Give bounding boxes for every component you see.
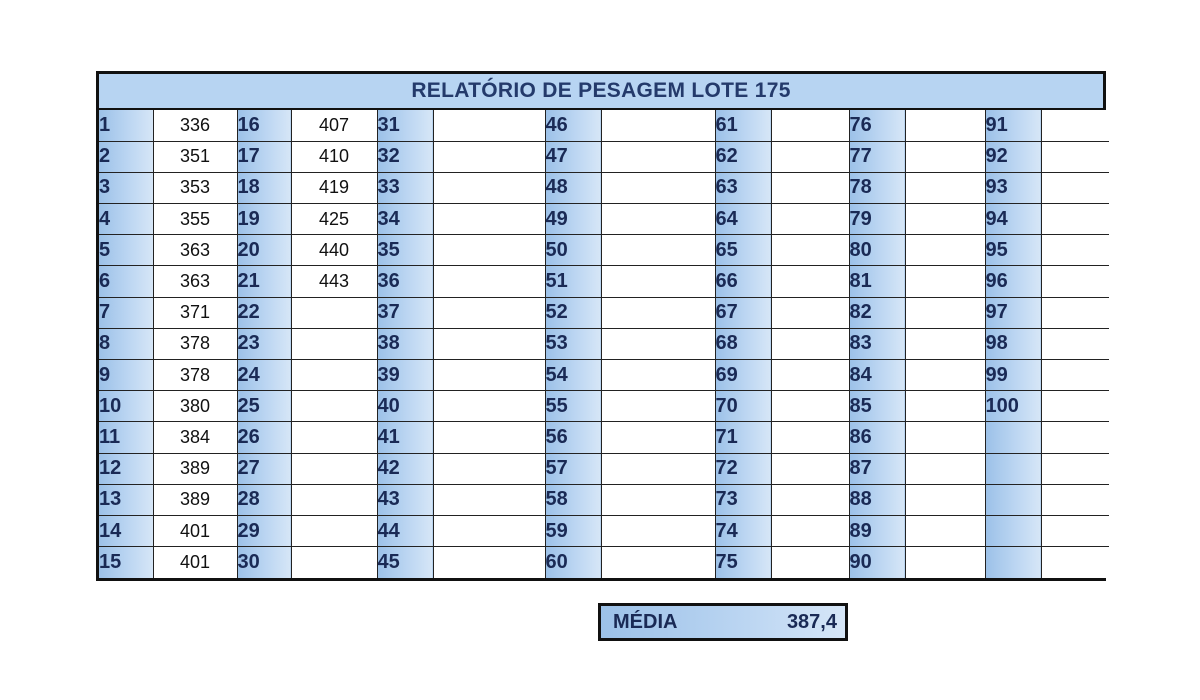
weight-cell: [771, 484, 849, 515]
weight-cell: [771, 297, 849, 328]
weight-cell: [1041, 391, 1109, 422]
table-row: [99, 360, 1109, 391]
weight-cell: [905, 484, 985, 515]
table-row: [99, 328, 1109, 359]
weight-cell: [291, 547, 377, 578]
weight-cell: [905, 422, 985, 453]
animal-number-cell: 95: [985, 235, 1041, 266]
animal-number-cell: [985, 484, 1041, 515]
animal-number-cell: 86: [849, 422, 905, 453]
weight-cell: 355: [153, 204, 237, 235]
animal-number-cell: 71: [715, 422, 771, 453]
weight-cell: [1041, 328, 1109, 359]
animal-number-cell: 12: [99, 453, 153, 484]
animal-number-cell: 17: [237, 141, 291, 172]
weight-cell: [1041, 422, 1109, 453]
animal-number-cell: 70: [715, 391, 771, 422]
weight-cell: [905, 515, 985, 546]
animal-number-cell: 18: [237, 172, 291, 203]
weight-cell: 407: [291, 110, 377, 141]
weight-cell: [291, 453, 377, 484]
weight-cell: [905, 297, 985, 328]
weight-cell: [905, 453, 985, 484]
weight-cell: [905, 204, 985, 235]
weight-cell: [433, 515, 545, 546]
weight-cell: 401: [153, 547, 237, 578]
weight-cell: [905, 391, 985, 422]
weight-cell: [433, 547, 545, 578]
weight-cell: [433, 172, 545, 203]
animal-number-cell: 31: [377, 110, 433, 141]
weight-cell: [1041, 515, 1109, 546]
animal-number-cell: 37: [377, 297, 433, 328]
animal-number-cell: 61: [715, 110, 771, 141]
animal-number-cell: 51: [545, 266, 601, 297]
animal-number-cell: 89: [849, 515, 905, 546]
animal-number-cell: 80: [849, 235, 905, 266]
animal-number-cell: 24: [237, 360, 291, 391]
table-row: [99, 391, 1109, 422]
weight-cell: [291, 515, 377, 546]
animal-number-cell: 54: [545, 360, 601, 391]
weight-cell: [601, 204, 715, 235]
animal-number-cell: 56: [545, 422, 601, 453]
weight-cell: [905, 141, 985, 172]
animal-number-cell: 33: [377, 172, 433, 203]
weight-cell: [291, 391, 377, 422]
table-row: [99, 515, 1109, 546]
animal-number-cell: 40: [377, 391, 433, 422]
animal-number-cell: 57: [545, 453, 601, 484]
animal-number-cell: 34: [377, 204, 433, 235]
weighing-table: [99, 110, 1109, 578]
animal-number-cell: 35: [377, 235, 433, 266]
animal-number-cell: 32: [377, 141, 433, 172]
animal-number-cell: 5: [99, 235, 153, 266]
weight-cell: [905, 360, 985, 391]
animal-number-cell: 38: [377, 328, 433, 359]
average-box: [598, 603, 848, 641]
animal-number-cell: 100: [985, 391, 1041, 422]
weight-cell: [771, 328, 849, 359]
weight-cell: [1041, 172, 1109, 203]
weight-cell: [905, 110, 985, 141]
animal-number-cell: 75: [715, 547, 771, 578]
weight-cell: [771, 515, 849, 546]
animal-number-cell: 96: [985, 266, 1041, 297]
weight-cell: [433, 204, 545, 235]
animal-number-cell: 26: [237, 422, 291, 453]
animal-number-cell: 3: [99, 172, 153, 203]
weight-cell: [433, 453, 545, 484]
animal-number-cell: 21: [237, 266, 291, 297]
animal-number-cell: 69: [715, 360, 771, 391]
table-row: [99, 547, 1109, 578]
animal-number-cell: 84: [849, 360, 905, 391]
weight-cell: [771, 141, 849, 172]
weight-cell: [771, 453, 849, 484]
weight-cell: 351: [153, 141, 237, 172]
animal-number-cell: 19: [237, 204, 291, 235]
weight-cell: [601, 360, 715, 391]
animal-number-cell: 63: [715, 172, 771, 203]
weight-cell: [433, 328, 545, 359]
animal-number-cell: 53: [545, 328, 601, 359]
weight-cell: 384: [153, 422, 237, 453]
weight-cell: [771, 235, 849, 266]
animal-number-cell: 55: [545, 391, 601, 422]
average-value: 387,4: [786, 610, 837, 633]
table-row: [99, 141, 1109, 172]
animal-number-cell: 77: [849, 141, 905, 172]
weight-cell: [1041, 484, 1109, 515]
weight-cell: [433, 484, 545, 515]
animal-number-cell: 73: [715, 484, 771, 515]
animal-number-cell: [985, 453, 1041, 484]
animal-number-cell: 94: [985, 204, 1041, 235]
weight-cell: [433, 360, 545, 391]
weight-cell: [433, 110, 545, 141]
weight-cell: [601, 422, 715, 453]
weight-cell: [601, 235, 715, 266]
animal-number-cell: 49: [545, 204, 601, 235]
animal-number-cell: 10: [99, 391, 153, 422]
weight-cell: [433, 266, 545, 297]
animal-number-cell: 72: [715, 453, 771, 484]
average-label: MÉDIA: [613, 610, 678, 633]
weight-cell: [291, 484, 377, 515]
weight-cell: [771, 547, 849, 578]
weight-cell: [601, 328, 715, 359]
weight-cell: 378: [153, 328, 237, 359]
animal-number-cell: 23: [237, 328, 291, 359]
table-row: [99, 235, 1109, 266]
animal-number-cell: 15: [99, 547, 153, 578]
weight-cell: 419: [291, 172, 377, 203]
weight-cell: 410: [291, 141, 377, 172]
weight-cell: [905, 328, 985, 359]
weight-cell: [905, 266, 985, 297]
animal-number-cell: 81: [849, 266, 905, 297]
animal-number-cell: 46: [545, 110, 601, 141]
animal-number-cell: 7: [99, 297, 153, 328]
animal-number-cell: 39: [377, 360, 433, 391]
weight-cell: [601, 515, 715, 546]
weight-cell: [601, 484, 715, 515]
animal-number-cell: 36: [377, 266, 433, 297]
weight-cell: 363: [153, 266, 237, 297]
animal-number-cell: 42: [377, 453, 433, 484]
animal-number-cell: 13: [99, 484, 153, 515]
animal-number-cell: 16: [237, 110, 291, 141]
animal-number-cell: 99: [985, 360, 1041, 391]
animal-number-cell: 8: [99, 328, 153, 359]
weight-cell: [433, 141, 545, 172]
table-row: [99, 110, 1109, 141]
weight-cell: [1041, 110, 1109, 141]
weight-cell: 380: [153, 391, 237, 422]
animal-number-cell: 50: [545, 235, 601, 266]
animal-number-cell: 59: [545, 515, 601, 546]
weight-cell: [771, 360, 849, 391]
animal-number-cell: [985, 547, 1041, 578]
weight-cell: [1041, 547, 1109, 578]
animal-number-cell: 87: [849, 453, 905, 484]
weight-cell: [905, 547, 985, 578]
animal-number-cell: 29: [237, 515, 291, 546]
weight-cell: [291, 360, 377, 391]
weight-cell: [905, 235, 985, 266]
weight-cell: [291, 328, 377, 359]
animal-number-cell: 98: [985, 328, 1041, 359]
table-row: [99, 204, 1109, 235]
animal-number-cell: 92: [985, 141, 1041, 172]
table-row: [99, 172, 1109, 203]
weight-cell: [1041, 204, 1109, 235]
weight-cell: [1041, 141, 1109, 172]
animal-number-cell: 97: [985, 297, 1041, 328]
animal-number-cell: 4: [99, 204, 153, 235]
animal-number-cell: 60: [545, 547, 601, 578]
animal-number-cell: 62: [715, 141, 771, 172]
animal-number-cell: [985, 515, 1041, 546]
table-row: [99, 484, 1109, 515]
weight-cell: [601, 266, 715, 297]
weight-cell: [433, 391, 545, 422]
weight-cell: 371: [153, 297, 237, 328]
weight-cell: 389: [153, 453, 237, 484]
report-title: RELATÓRIO DE PESAGEM LOTE 175: [99, 74, 1103, 110]
animal-number-cell: 45: [377, 547, 433, 578]
weight-cell: [1041, 453, 1109, 484]
weight-cell: [1041, 360, 1109, 391]
weight-cell: 336: [153, 110, 237, 141]
weight-cell: [1041, 297, 1109, 328]
weight-cell: [771, 110, 849, 141]
weight-cell: [601, 547, 715, 578]
weight-cell: 425: [291, 204, 377, 235]
animal-number-cell: 64: [715, 204, 771, 235]
weight-cell: [601, 453, 715, 484]
table-row: [99, 297, 1109, 328]
animal-number-cell: 90: [849, 547, 905, 578]
weight-cell: [291, 422, 377, 453]
animal-number-cell: 52: [545, 297, 601, 328]
weight-cell: [291, 297, 377, 328]
animal-number-cell: 20: [237, 235, 291, 266]
weight-cell: [601, 297, 715, 328]
animal-number-cell: 47: [545, 141, 601, 172]
animal-number-cell: 43: [377, 484, 433, 515]
weight-cell: 363: [153, 235, 237, 266]
weight-cell: [433, 422, 545, 453]
weight-cell: 353: [153, 172, 237, 203]
animal-number-cell: 82: [849, 297, 905, 328]
weight-cell: [601, 391, 715, 422]
animal-number-cell: 41: [377, 422, 433, 453]
animal-number-cell: 44: [377, 515, 433, 546]
weight-cell: [433, 297, 545, 328]
animal-number-cell: 25: [237, 391, 291, 422]
animal-number-cell: 58: [545, 484, 601, 515]
animal-number-cell: 1: [99, 110, 153, 141]
weight-cell: [601, 141, 715, 172]
table-row: [99, 422, 1109, 453]
weight-cell: 389: [153, 484, 237, 515]
weighing-report-sheet: [96, 71, 1106, 581]
weight-cell: [1041, 235, 1109, 266]
weight-cell: [1041, 266, 1109, 297]
animal-number-cell: 83: [849, 328, 905, 359]
animal-number-cell: 67: [715, 297, 771, 328]
weight-cell: [433, 235, 545, 266]
table-row: [99, 266, 1109, 297]
animal-number-cell: 48: [545, 172, 601, 203]
animal-number-cell: 74: [715, 515, 771, 546]
animal-number-cell: 28: [237, 484, 291, 515]
animal-number-cell: 79: [849, 204, 905, 235]
animal-number-cell: 6: [99, 266, 153, 297]
weight-cell: [771, 266, 849, 297]
animal-number-cell: 66: [715, 266, 771, 297]
weight-cell: [771, 422, 849, 453]
animal-number-cell: 78: [849, 172, 905, 203]
animal-number-cell: 93: [985, 172, 1041, 203]
table-row: [99, 453, 1109, 484]
weight-cell: 378: [153, 360, 237, 391]
weight-cell: [771, 204, 849, 235]
animal-number-cell: 65: [715, 235, 771, 266]
animal-number-cell: 85: [849, 391, 905, 422]
animal-number-cell: 22: [237, 297, 291, 328]
weight-cell: [601, 110, 715, 141]
weight-cell: [771, 172, 849, 203]
animal-number-cell: 9: [99, 360, 153, 391]
animal-number-cell: 2: [99, 141, 153, 172]
animal-number-cell: 27: [237, 453, 291, 484]
animal-number-cell: 88: [849, 484, 905, 515]
animal-number-cell: 76: [849, 110, 905, 141]
weight-cell: 443: [291, 266, 377, 297]
animal-number-cell: 68: [715, 328, 771, 359]
animal-number-cell: 14: [99, 515, 153, 546]
weight-cell: 440: [291, 235, 377, 266]
animal-number-cell: [985, 422, 1041, 453]
animal-number-cell: 11: [99, 422, 153, 453]
weight-cell: [771, 391, 849, 422]
animal-number-cell: 91: [985, 110, 1041, 141]
weight-cell: [601, 172, 715, 203]
weight-cell: [905, 172, 985, 203]
weight-cell: 401: [153, 515, 237, 546]
animal-number-cell: 30: [237, 547, 291, 578]
